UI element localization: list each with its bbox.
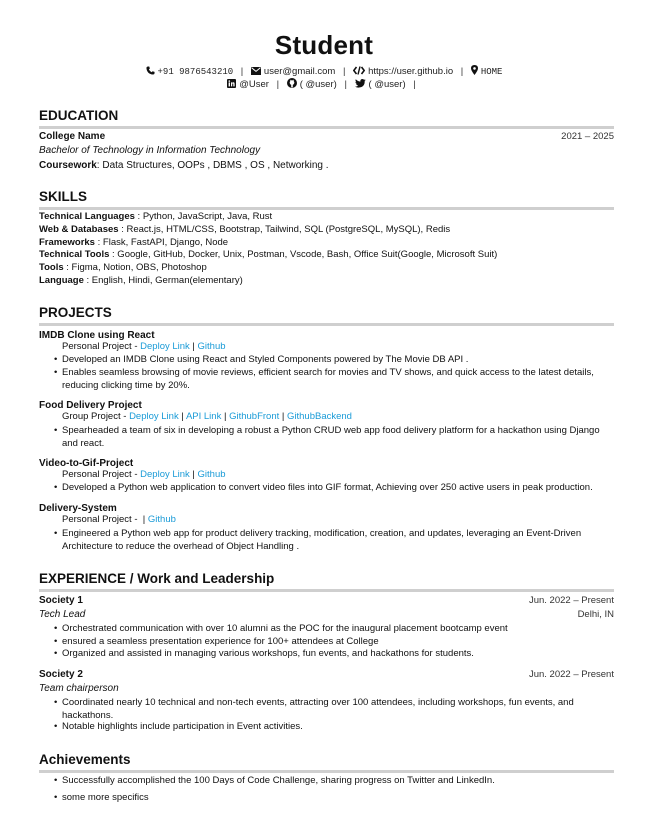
skill-label: Tools bbox=[39, 262, 64, 273]
education-entry bbox=[39, 130, 614, 143]
list-item: • Spearheaded a team of six in developing a robust a Python CRUD web app food delivery platform for a hackathon using Django and react. bbox=[54, 425, 609, 450]
contact-row-2: @User | ( @user) | ( @user) | bbox=[0, 78, 648, 91]
experience-section-heading bbox=[39, 571, 614, 592]
project-title: Delivery-System bbox=[39, 503, 117, 514]
github-backend-link[interactable]: GithubBackend bbox=[287, 411, 352, 422]
section-title: SKILLS bbox=[39, 189, 88, 204]
experience-entry bbox=[39, 594, 614, 607]
section-divider bbox=[39, 770, 614, 773]
bullet-text: Developed an IMDB Clone using React and Styled Components powered by The Movie DB API . bbox=[62, 354, 469, 365]
skill-label: Web & Databases bbox=[39, 224, 119, 235]
github-icon bbox=[287, 78, 297, 91]
project-title: Food Delivery Project bbox=[39, 400, 142, 411]
coursework bbox=[39, 159, 614, 172]
skill-line bbox=[39, 211, 272, 223]
deploy-link[interactable]: Deploy Link bbox=[140, 341, 190, 352]
section-title: PROJECTS bbox=[39, 305, 112, 320]
github-front-link[interactable]: GithubFront bbox=[229, 411, 280, 422]
experience-dates: Jun. 2022 – Present bbox=[528, 595, 614, 606]
bullet-text: ensured a seamless presentation experience for 100+ attendees at College bbox=[62, 636, 379, 647]
section-divider bbox=[39, 207, 614, 210]
bullet-text: Spearheaded a team of six in developing a robust a Python CRUD web app food delivery platform for a hackathon using Django and react. bbox=[62, 425, 600, 449]
list-item: • Organized and assisted in managing various workshops, fun events, and hackathons for students. bbox=[54, 648, 609, 661]
list-item: • some more specifics bbox=[54, 792, 609, 805]
project-kind: Personal Project - bbox=[62, 514, 143, 525]
linkedin-link[interactable]: @User bbox=[239, 79, 269, 90]
skill-label: Frameworks bbox=[39, 237, 95, 248]
education-section-heading bbox=[39, 108, 614, 129]
bullet-text: Coordinated nearly 10 technical and non-tech events, attracting over 100 attendees, including workshops, fun events, and hackathons. bbox=[62, 697, 574, 721]
bullet-text: Organized and assisted in managing various workshops, fun events, and hackathons for students. bbox=[62, 648, 474, 659]
role: Tech Lead bbox=[39, 609, 86, 620]
projects-section-heading bbox=[39, 305, 614, 326]
code-icon bbox=[353, 66, 365, 78]
project-title: IMDB Clone using React bbox=[39, 330, 155, 341]
skill-label: Technical Tools bbox=[39, 249, 110, 260]
skill-label: Language bbox=[39, 275, 84, 286]
list-item: • Enables seamless browsing of movie reviews, efficient search for movies and TV shows, and quick access to the latest details, reducing clicking time by 20%. bbox=[54, 367, 609, 392]
skill-value: : React.js, HTML/CSS, Bootstrap, Tailwind, SQL (PostgreSQL, MySQL), Redis bbox=[118, 224, 451, 235]
resume-name: Student bbox=[274, 30, 374, 60]
bullet-text: Enables seamless browsing of movie reviews, efficient search for movies and TV shows, and quick access to the latest details, reducing clicking time by 20%. bbox=[62, 367, 594, 391]
section-divider bbox=[39, 323, 614, 326]
bullet-text: Successfully accomplished the 100 Days of Code Challenge, sharing progress on Twitter and LinkedIn. bbox=[62, 775, 495, 786]
website-link[interactable]: https://user.github.io bbox=[368, 66, 454, 77]
skill-value: : Flask, FastAPI, Django, Node bbox=[94, 237, 229, 248]
education-dates: 2021 – 2025 bbox=[561, 131, 614, 142]
skill-line bbox=[39, 224, 450, 236]
deploy-link[interactable]: Deploy Link bbox=[140, 469, 190, 480]
list-item: • Engineered a Python web app for product delivery tracking, modification, creation, and updates, leveraging an Event-Driven Architecture to reduce the overhead of Object Handling . bbox=[54, 528, 609, 553]
coursework-list: : Data Structures, OOPs , DBMS , OS , Networking . bbox=[96, 160, 329, 171]
experience-dates: Jun. 2022 – Present bbox=[528, 669, 614, 680]
project-title: Video-to-Gif-Project bbox=[39, 458, 134, 469]
skill-line bbox=[39, 237, 228, 249]
github-repo-link[interactable]: Github bbox=[197, 341, 226, 352]
envelope-icon bbox=[251, 67, 261, 78]
bullet-text: Orchestrated communication with over 10 alumni as the POC for the inaugural placement bootcamp event bbox=[62, 623, 508, 634]
list-item: • Developed a Python web application to convert video files into GIF format, Achieving over 250 active users in peak production. bbox=[54, 482, 609, 495]
project-kind: Group Project - bbox=[62, 411, 130, 422]
skills-section-heading bbox=[39, 189, 614, 210]
skill-value: : Google, GitHub, Docker, Unix, Postman, Vscode, Bash, Office Suit(Google, Microsoft Suit) bbox=[109, 249, 498, 260]
github-repo-link[interactable]: Github bbox=[197, 469, 226, 480]
location-pin-icon bbox=[471, 65, 478, 78]
phone-icon bbox=[146, 66, 155, 78]
skill-value: : English, Hindi, German(elementary) bbox=[83, 275, 243, 286]
api-link[interactable]: API Link bbox=[185, 411, 222, 422]
list-item: • ensured a seamless presentation experience for 100+ attendees at College bbox=[54, 636, 609, 649]
list-item: • Developed an IMDB Clone using React and Styled Components powered by The Movie DB API . bbox=[54, 354, 609, 367]
role: Team chairperson bbox=[39, 683, 119, 694]
twitter-icon bbox=[355, 79, 366, 91]
skill-label: Technical Languages bbox=[39, 211, 135, 222]
section-title: Achievements bbox=[39, 752, 131, 767]
org-name: Society 1 bbox=[39, 595, 83, 606]
list-item: • Successfully accomplished the 100 Days of Code Challenge, sharing progress on Twitter and LinkedIn. bbox=[54, 775, 609, 788]
bullet-text: Developed a Python web application to convert video files into GIF format, Achieving over 250 active users in peak production. bbox=[62, 482, 593, 493]
section-divider bbox=[39, 126, 614, 129]
project-kind: Personal Project - bbox=[62, 341, 141, 352]
bullet-text: Engineered a Python web app for product delivery tracking, modification, creation, and updates, leveraging an Event-Driven Architecture to reduce the overhead of Object Handling . bbox=[62, 528, 582, 552]
project-links: Group Project - Deploy Link | API Link | GithubFront | GithubBackend bbox=[62, 411, 352, 422]
github-repo-link[interactable]: Github bbox=[147, 514, 176, 525]
project-links: Personal Project - Deploy Link | Github bbox=[62, 341, 226, 352]
list-item: • Orchestrated communication with over 10 alumni as the POC for the inaugural placement bootcamp event bbox=[54, 623, 609, 636]
section-divider bbox=[39, 589, 614, 592]
skill-line bbox=[39, 262, 207, 274]
list-item: • Notable highlights include participation in Event activities. bbox=[54, 721, 609, 734]
coursework-label: Coursework bbox=[39, 160, 97, 171]
experience-entry bbox=[39, 668, 614, 681]
phone-link[interactable]: +91 9876543210 bbox=[157, 67, 234, 77]
github-link[interactable]: ( @user) bbox=[299, 79, 337, 90]
section-title: EDUCATION bbox=[39, 108, 119, 123]
project-links: Personal Project - Deploy Link | Github bbox=[62, 469, 226, 480]
twitter-link[interactable]: ( @user) bbox=[368, 79, 406, 90]
degree: Bachelor of Technology in Information Technology bbox=[39, 145, 261, 156]
experience-location: Delhi, IN bbox=[577, 609, 614, 620]
project-kind: Personal Project - bbox=[62, 469, 141, 480]
skill-line bbox=[39, 249, 497, 261]
project-links: Personal Project - | Github bbox=[62, 514, 176, 525]
experience-role-row bbox=[39, 608, 614, 621]
location-text: HOME bbox=[480, 67, 503, 77]
list-item: • Coordinated nearly 10 technical and non-tech events, attracting over 100 attendees, including workshops, fun events, and hackathons. bbox=[54, 697, 609, 722]
section-title: EXPERIENCE / Work and Leadership bbox=[39, 571, 275, 586]
skill-value: : Figma, Notion, OBS, Photoshop bbox=[63, 262, 207, 273]
skill-line bbox=[39, 275, 243, 287]
bullet-text: some more specifics bbox=[62, 792, 149, 803]
achievements-section-heading bbox=[39, 752, 614, 773]
contact-row-1: +91 9876543210 | user@gmail.com | https://user.github.io | HOME bbox=[0, 65, 648, 78]
skill-value: : Python, JavaScript, Java, Rust bbox=[134, 211, 273, 222]
school-name: College Name bbox=[39, 131, 106, 142]
linkedin-icon bbox=[227, 79, 236, 91]
deploy-link[interactable]: Deploy Link bbox=[129, 411, 179, 422]
org-name: Society 2 bbox=[39, 669, 83, 680]
bullet-text: Notable highlights include participation in Event activities. bbox=[62, 721, 303, 732]
email-link[interactable]: user@gmail.com bbox=[263, 66, 336, 77]
